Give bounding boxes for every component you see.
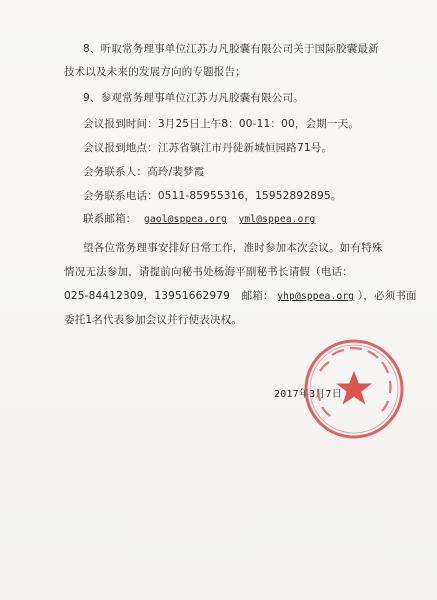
email-label: 联系邮箱： [83,213,137,225]
report-place: 会议报到地点：江苏省镇江市丹徒新城恒园路71号。 [83,142,333,154]
document-date: 2017年3月7日 [274,389,342,400]
notice-tail: ），必须书面 [357,290,417,302]
notice-line-3 [64,290,417,303]
notice-line-2: 情况无法参加，请提前向秘书处杨海平副秘书长请假（电话： [64,266,353,278]
report-time: 会议报到时间：3月25日上午8：00-11：00，会期一天。 [83,118,360,130]
seal-star-icon [336,371,372,405]
item-8-line-2 [64,66,246,79]
notice-line-4: 委托1名代表参加会议并行使表决权。 [64,314,243,326]
item-8-line-1 [83,43,379,56]
item-9 [83,92,304,105]
contact-email [83,213,315,226]
contact-persons: 会务联系人：高玲/裴梦霞 [83,166,205,178]
notice-email-label: 邮箱： [241,290,274,302]
notice-email-link[interactable]: yhp@sppea.org [277,291,355,302]
notice-line-1: 望各位常务理事安排好日常工作，准时参加本次会议。如有特殊 [83,242,383,254]
notice-phone: 025-84412309，13951662979 [64,290,231,302]
item-8-text: 8、听取常务理事单位江苏力凡胶囊有限公司关于国际胶囊最新 [83,43,379,55]
item-9-text: 9、参观常务理事单位江苏力凡胶囊有限公司。 [83,92,304,104]
contact-phone: 会务联系电话：0511-85955316，15952892895。 [83,190,342,202]
email-link-1[interactable]: gaol@sppea.org [144,214,227,225]
official-seal [302,337,406,441]
item-8-text-cont: 技术以及未来的发展方向的专题报告； [64,66,246,78]
email-link-2[interactable]: yml@sppea.org [238,214,316,225]
